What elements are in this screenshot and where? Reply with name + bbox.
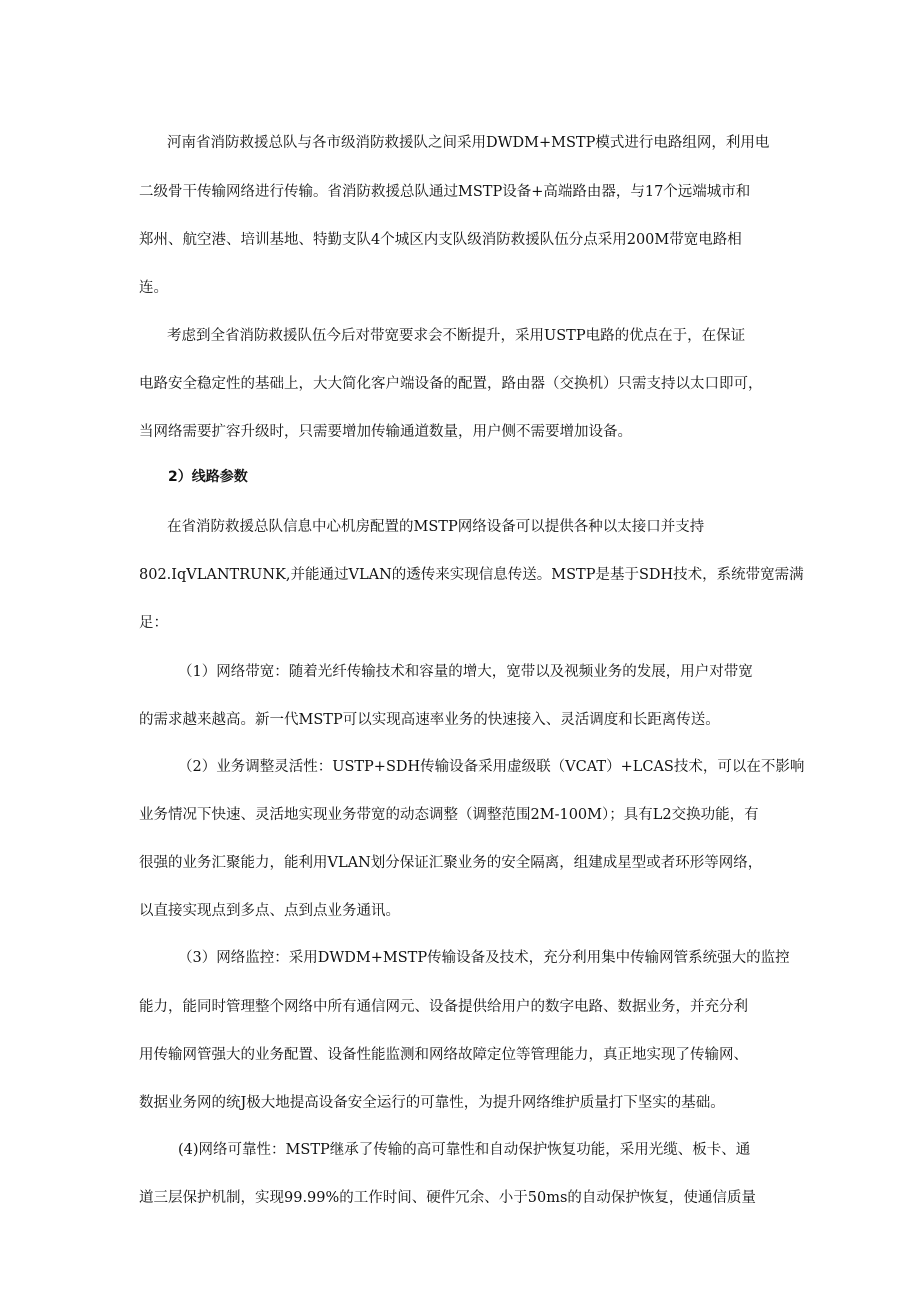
text-line: 以直接实现点到多点、点到点业务通讯。 bbox=[139, 903, 400, 919]
text-line: 足： bbox=[139, 615, 168, 631]
text-line: 二级骨干传输网络进行传输。省消防救援总队通过MSTP设备+高端路由器，与17个远端城市和 bbox=[139, 184, 751, 200]
text-line: 在省消防救援总队信息中心机房配置的MSTP网络设备可以提供各种以太接口并支持 bbox=[167, 519, 705, 535]
text-line: 连。 bbox=[139, 280, 168, 296]
text-line: 河南省消防救援总队与各市级消防救援队之间采用DWDM+MSTP模式进行电路组网，利用电 bbox=[167, 135, 770, 151]
text-line: 的需求越来越高。新一代MSTP可以实现高速率业务的快速接入、灵活调度和长距离传送。 bbox=[139, 712, 720, 728]
text-line: 很强的业务汇聚能力，能利用VLAN划分保证汇聚业务的安全隔离，组建成星型或者环形等网络， bbox=[139, 855, 763, 871]
text-line: 业务情况下快速、灵活地实现业务带宽的动态调整（调整范围2M-100M）；具有L2交换功能，有 bbox=[139, 807, 759, 823]
text-line: 考虑到全省消防救援队伍今后对带宽要求会不断提升，采用USTP电路的优点在于，在保证 bbox=[167, 328, 746, 344]
text-line: （3）网络监控：采用DWDM+MSTP传输设备及技术，充分利用集中传输网管系统强大的监控 bbox=[178, 950, 790, 966]
text-line: （1）网络带宽：随着光纤传输技术和容量的增大，宽带以及视频业务的发展，用户对带宽 bbox=[178, 664, 753, 680]
text-line: 道三层保护机制，实现99.99%的工作时间、硬件冗余、小于50ms的自动保护恢复，使通信质量 bbox=[139, 1190, 756, 1206]
text-line: 能力，能同时管理整个网络中所有通信网元、设备提供给用户的数字电路、数据业务，并充分利 bbox=[139, 999, 748, 1015]
text-line: 当网络需要扩容升级时，只需要增加传输通道数量，用户侧不需要增加设备。 bbox=[139, 424, 632, 440]
text-line: 802.IqVLANTRUNK,并能通过VLAN的透传来实现信息传送。MSTP是基于SDH技术，系统带宽需满 bbox=[139, 567, 804, 583]
text-line: 数据业务网的统J极大地提高设备安全运行的可靠性，为提升网络维护质量打下坚实的基础。 bbox=[139, 1095, 725, 1111]
text-line: (4)网络可靠性：MSTP继承了传输的高可靠性和自动保护恢复功能，采用光缆、板卡、通 bbox=[178, 1142, 751, 1158]
text-line: 用传输网管强大的业务配置、设备性能监测和网络故障定位等管理能力，真正地实现了传输网、 bbox=[139, 1047, 748, 1063]
text-line: 电路安全稳定性的基础上，大大简化客户端设备的配置，路由器（交换机）只需支持以太口即可， bbox=[139, 376, 763, 392]
section-heading: 2）线路参数 bbox=[168, 469, 248, 485]
text-line: 郑州、航空港、培训基地、特勤支队4个城区内支队级消防救援队伍分点采用200M带宽电路相 bbox=[139, 232, 742, 248]
text-line: （2）业务调整灵活性：USTP+SDH传输设备采用虚级联（VCAT）+LCAS技术，可以在不影响 bbox=[178, 759, 805, 775]
